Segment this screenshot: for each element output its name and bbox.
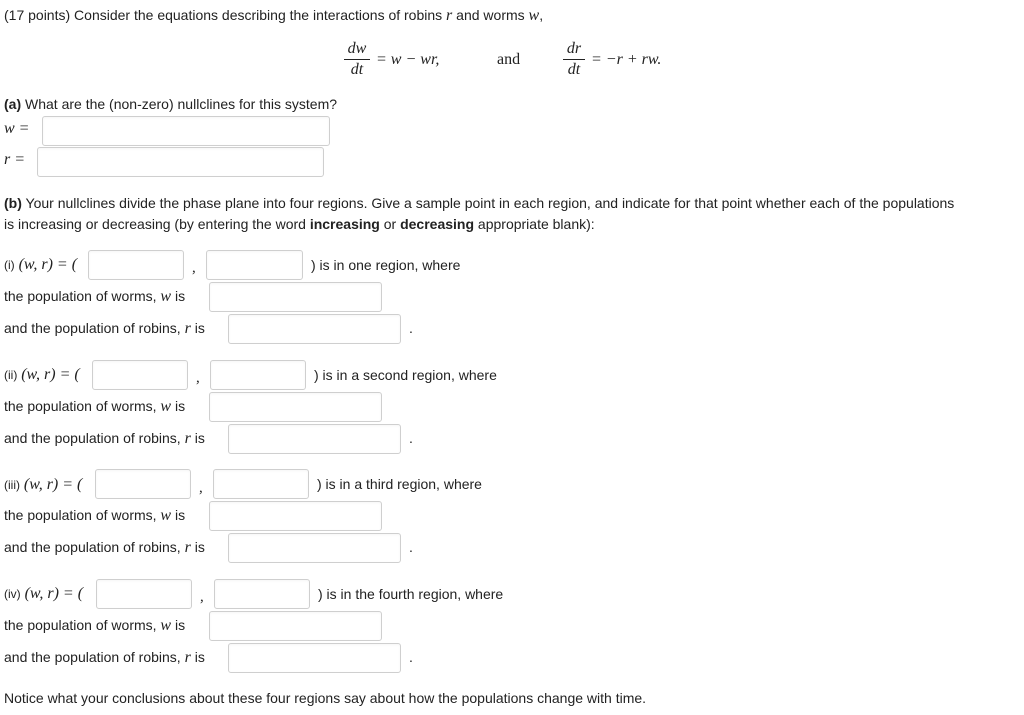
region-3-robins-input[interactable] [228,533,401,563]
region-4-point-expr: (w, r) = ( [24,585,84,602]
var-w: w [528,7,540,24]
region-4-robins-label [4,649,205,667]
eq2-numerator: dr [566,40,582,57]
region-3-worms-text: the population of worms, [4,507,161,523]
region-1-worms-input[interactable] [209,282,382,312]
region-1-r-input[interactable] [206,250,303,280]
region-1-suffix: ) is in one region, where [311,257,461,273]
region-1-comma: , [192,260,196,276]
and-text: and worms [452,7,529,23]
region-4-period: . [409,649,413,665]
region-2-robins-var: r [184,430,191,447]
word-increasing: increasing [309,216,380,232]
region-2-worms-is: is [171,398,186,414]
region-3-point-expr: (w, r) = ( [23,476,83,493]
equations-and: and [497,51,521,68]
region-3-comma: , [199,480,203,496]
region-1-robins-text: and the population of robins, [4,320,185,336]
region-1-robins-var: r [184,320,191,337]
eq1-denominator: dt [350,61,364,78]
region-3-suffix: ) is in a third region, where [317,476,482,492]
region-2-r-input[interactable] [210,360,306,390]
region-4-w-input[interactable] [96,579,192,609]
intro-text: Consider the equations describing the interactions of robins [70,7,447,23]
nullcline-r-label: r = [4,151,26,168]
region-1-worms-var: w [160,288,172,305]
header-comma: , [539,7,544,23]
part-b-text2b: appropriate blank): [474,216,595,232]
eq1-fraction-bar [344,59,370,60]
region-3-worms-is: is [171,507,186,523]
region-2-worms-text: the population of worms, [4,398,161,414]
region-2-robins-label [4,430,205,448]
region-1-robins-label [4,320,205,338]
region-4-robins-var: r [184,649,191,666]
region-2-numeral: (ii) [4,368,18,382]
nullcline-r-input[interactable] [37,147,324,177]
region-4-worms-text: the population of worms, [4,617,161,633]
region-2-w-input[interactable] [92,360,188,390]
region-4-worms-var: w [160,617,172,634]
region-4-numeral: (iv) [4,587,21,601]
region-4-robins-is: is [190,649,205,665]
region-3-robins-var: r [184,539,191,556]
region-2-worms-label [4,398,185,416]
region-1-point-label [4,256,77,274]
region-4-worms-input[interactable] [209,611,382,641]
region-3-r-input[interactable] [213,469,309,499]
nullcline-w-label: w = [4,120,30,137]
region-2-robins-input[interactable] [228,424,401,454]
region-2-suffix: ) is in a second region, where [314,367,497,383]
eq1-numerator: dw [347,40,367,57]
region-1-w-input[interactable] [88,250,184,280]
region-3-worms-input[interactable] [209,501,382,531]
region-2-period: . [409,430,413,446]
region-4-worms-is: is [171,617,186,633]
eq2-denominator: dt [567,61,581,78]
region-3-worms-var: w [160,507,172,524]
region-2-point-label [4,366,80,384]
part-a-label: (a) [4,96,22,112]
region-4-comma: , [200,589,204,605]
region-1-worms-label [4,288,185,306]
region-3-point-label [4,476,82,494]
region-2-worms-input[interactable] [209,392,382,422]
footer-notice: Notice what your conclusions about these four regions say about how the populations change with time. [4,690,647,706]
region-3-numeral: (iii) [4,478,20,492]
region-1-worms-is: is [171,288,186,304]
region-3-worms-label [4,507,185,525]
part-a-question [4,96,337,112]
part-b-or: or [379,216,401,232]
eq2-rhs: = −r + rw. [591,51,662,68]
region-1-numeral: (i) [4,258,15,272]
word-decreasing: decreasing [400,216,475,232]
region-1-robins-is: is [190,320,205,336]
region-4-r-input[interactable] [214,579,310,609]
var-r: r [446,7,453,24]
part-b-text1: Your nullclines divide the phase plane into four regions. Give a sample point in each region, and indicate for that point whether each of the populations [21,195,955,211]
region-4-worms-label [4,617,185,635]
region-4-point-label [4,585,83,603]
eq1-rhs: = w − wr, [376,51,440,68]
part-b-text-line2 [4,216,595,232]
region-3-w-input[interactable] [95,469,191,499]
region-4-robins-input[interactable] [228,643,401,673]
part-b-text2a: is increasing or decreasing (by entering the word [4,216,310,232]
region-3-period: . [409,539,413,555]
region-1-worms-text: the population of worms, [4,288,161,304]
eq1-fraction [344,40,370,79]
region-2-worms-var: w [160,398,172,415]
region-3-robins-text: and the population of robins, [4,539,185,555]
region-2-comma: , [196,370,200,386]
region-2-robins-is: is [190,430,205,446]
part-a-text: What are the (non-zero) nullclines for this system? [21,96,338,112]
nullcline-w-input[interactable] [42,116,330,146]
region-1-period: . [409,320,413,336]
region-1-robins-input[interactable] [228,314,401,344]
region-3-robins-label [4,539,205,557]
region-3-robins-is: is [190,539,205,555]
problem-statement [4,7,543,25]
eq2-fraction [563,40,585,79]
part-b-text-line1 [4,195,954,211]
points-label: (17 points) [4,7,71,23]
region-2-point-expr: (w, r) = ( [21,366,80,383]
region-4-robins-text: and the population of robins, [4,649,185,665]
region-2-robins-text: and the population of robins, [4,430,185,446]
eq2-fraction-bar [563,59,585,60]
region-1-point-expr: (w, r) = ( [18,256,78,273]
part-b-label: (b) [4,195,22,211]
region-4-suffix: ) is in the fourth region, where [318,586,504,602]
